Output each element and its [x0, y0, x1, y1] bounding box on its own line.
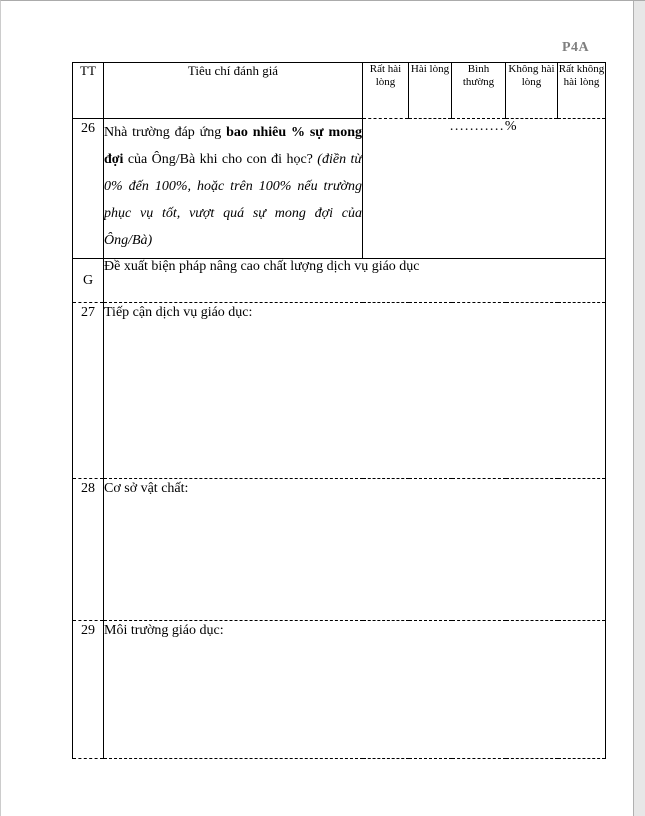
- page-corner-label: P4A: [562, 40, 590, 55]
- section-g-row: [73, 259, 606, 303]
- percent-answer-field[interactable]: ...........%: [363, 119, 606, 259]
- answer-area-environment[interactable]: [104, 621, 606, 759]
- question-26-row: [73, 119, 606, 259]
- suggestion-row-27: [73, 303, 606, 479]
- header-cell-criteria: Tiêu chí đánh giá: [104, 63, 363, 119]
- row-number-g: G: [73, 259, 104, 303]
- header-cell-rating-unsatisfied: Không hài lòng: [506, 63, 558, 119]
- header-cell-tt: TT: [73, 63, 104, 119]
- header-cell-rating-very-satisfied: Rất hài lòng: [363, 63, 409, 119]
- row-number-27: 27: [73, 303, 104, 479]
- header-cell-rating-neutral: Bình thường: [452, 63, 506, 119]
- suggestion-row-28: [73, 479, 606, 621]
- header-cell-rating-very-unsatisfied: Rất không hài lòng: [558, 63, 606, 119]
- suggestion-row-29: [73, 621, 606, 759]
- suggestion-label-28: Cơ sở vật chất:: [104, 481, 189, 496]
- section-g-title: Đề xuất biện pháp nâng cao chất lượng dịch vụ giáo dục: [104, 259, 606, 303]
- row-number-29: 29: [73, 621, 104, 759]
- right-gutter: [633, 1, 645, 816]
- row-number-28: 28: [73, 479, 104, 621]
- table-header-row: [73, 63, 606, 119]
- answer-area-facilities[interactable]: [104, 479, 606, 621]
- header-cell-rating-satisfied: Hài lòng: [409, 63, 452, 119]
- question-26-text: Nhà trường đáp ứng bao nhiêu % sự mong đợi của Ông/Bà khi cho con đi học? (điền từ 0% đến 100%, hoặc trên 100% nếu trường phục vụ tốt, vượt quá sự mong đợi của Ông/Bà): [104, 119, 363, 259]
- survey-table: [72, 62, 606, 759]
- suggestion-label-29: Môi trường giáo dục:: [104, 623, 224, 638]
- answer-area-access[interactable]: [104, 303, 606, 479]
- row-number-26: 26: [73, 119, 104, 259]
- suggestion-label-27: Tiếp cận dịch vụ giáo dục:: [104, 305, 253, 320]
